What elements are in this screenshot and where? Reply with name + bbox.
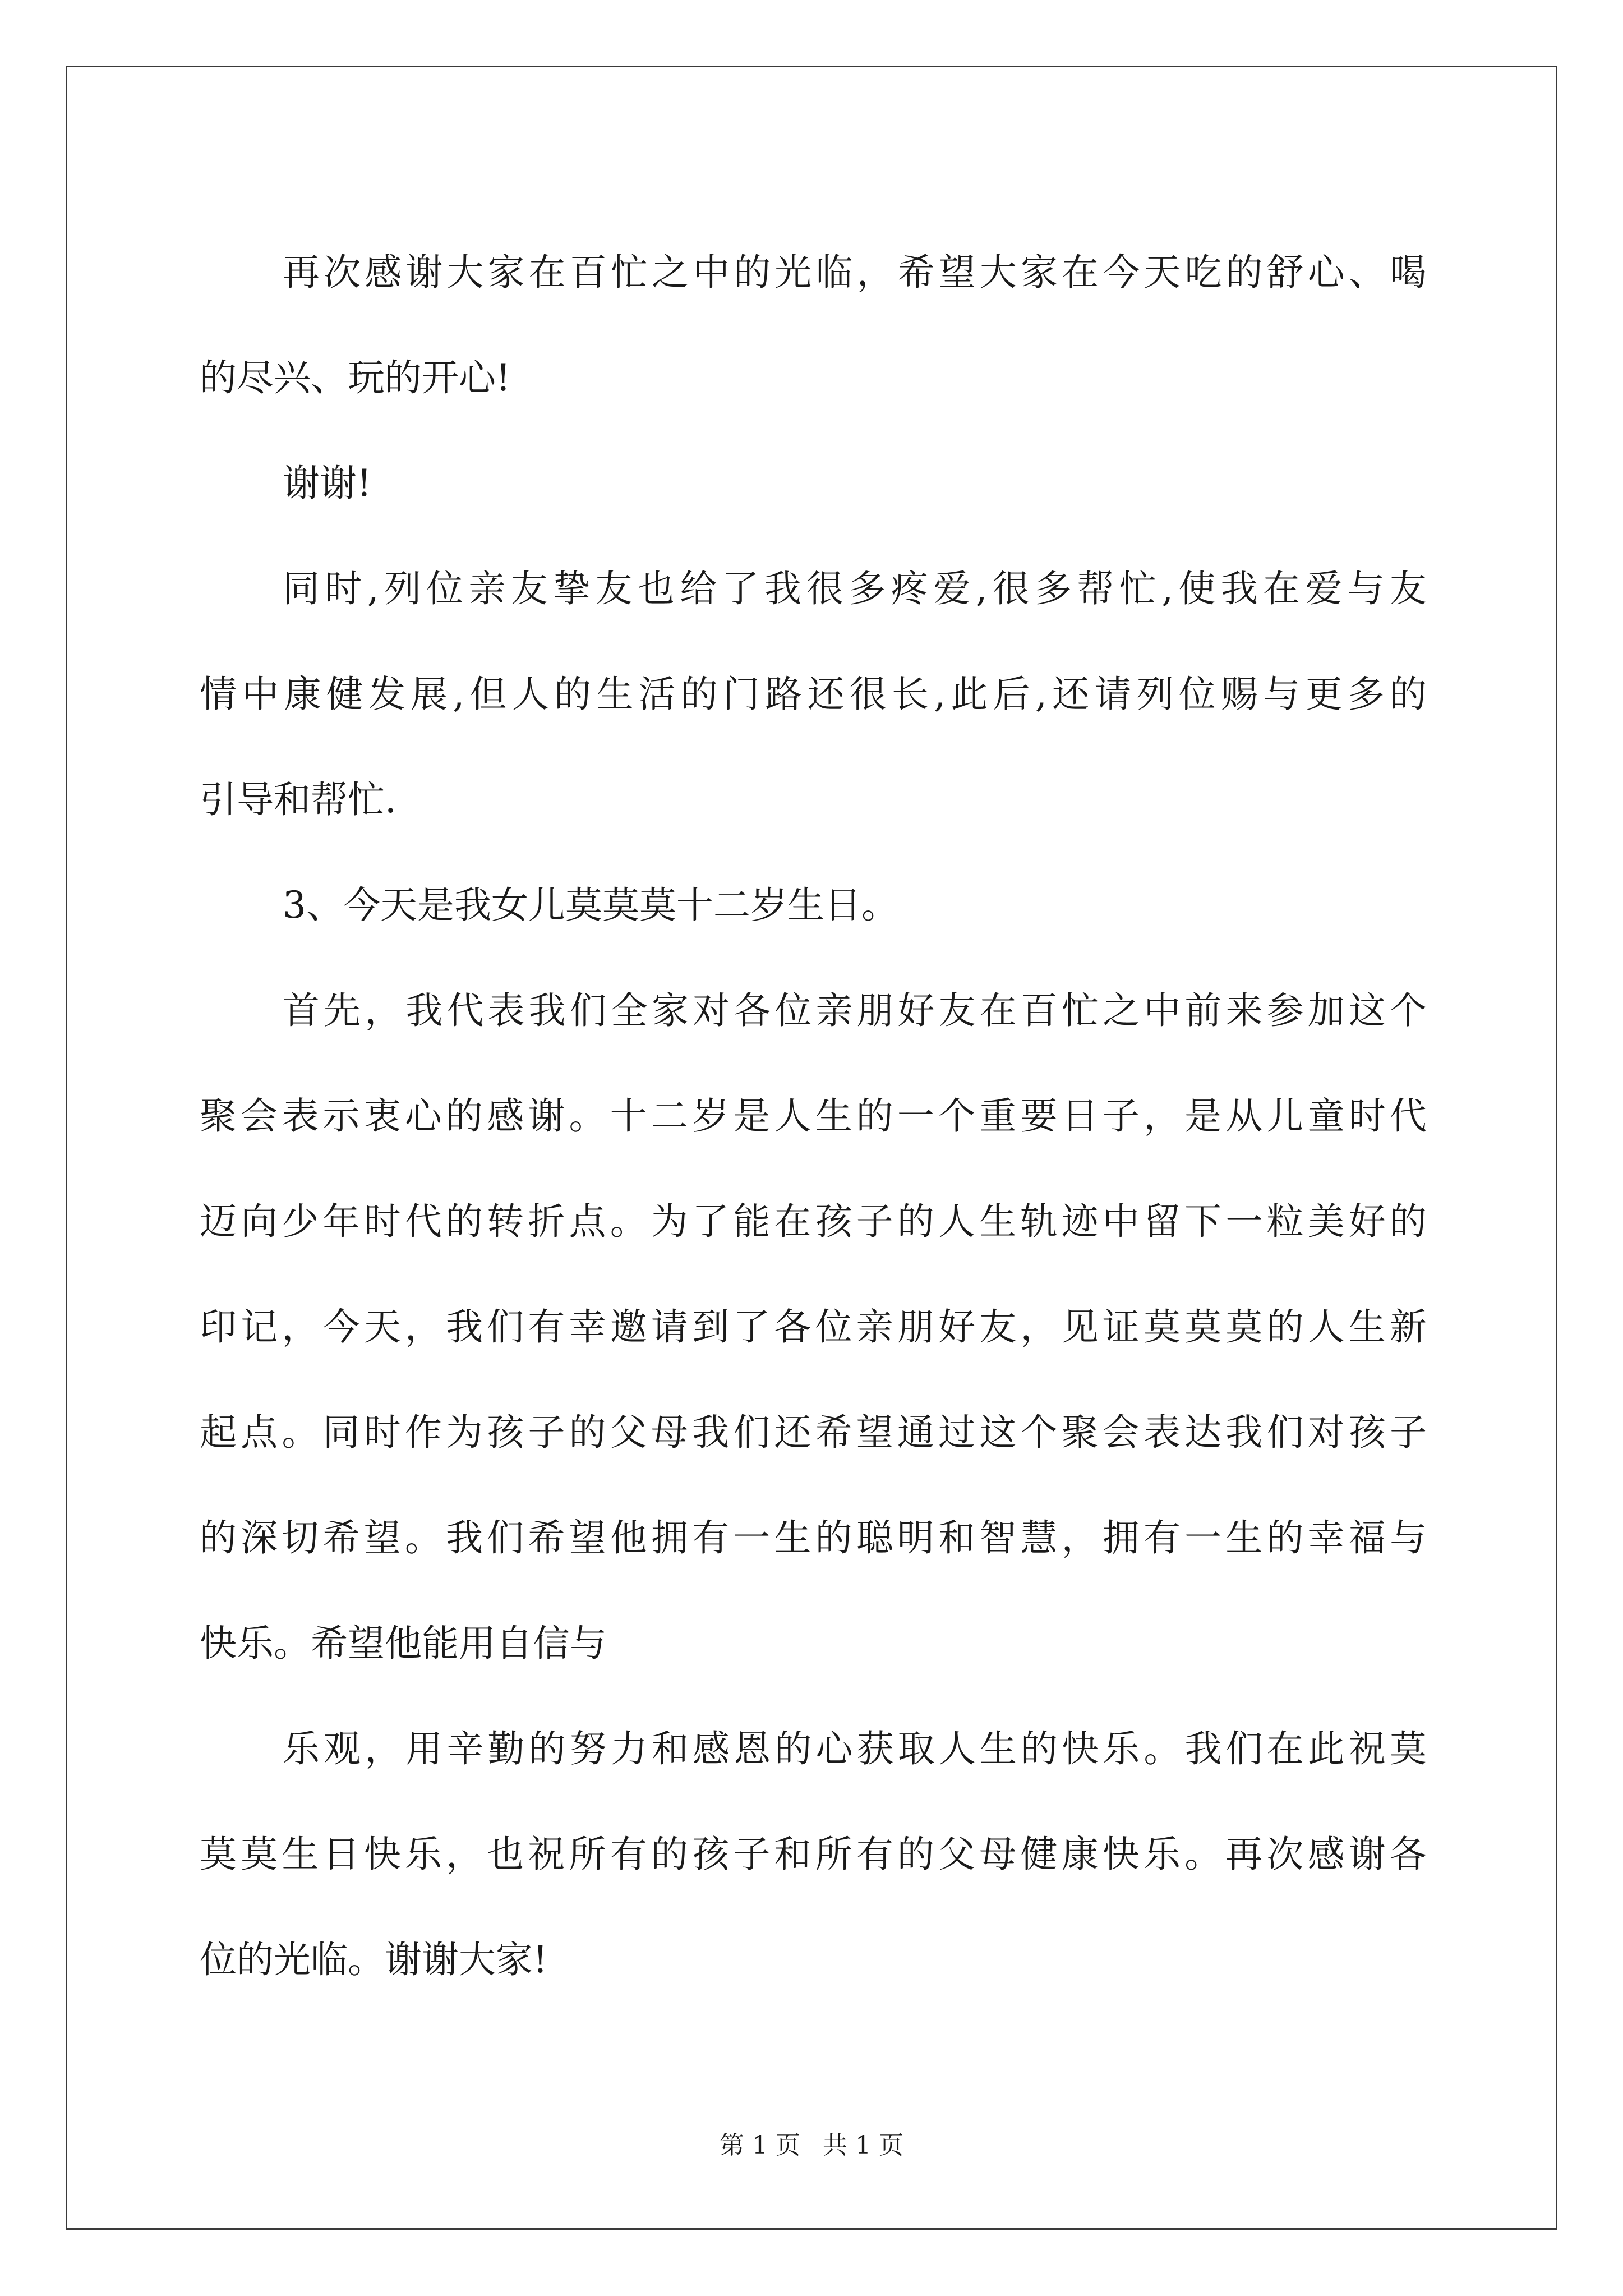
text-line: 3、今天是我女儿莫莫莫十二岁生日。 bbox=[283, 884, 898, 927]
text-line: 迈向少年时代的转折点。为了能在孩子的人生轨迹中留下一粒美好的 bbox=[200, 1200, 1427, 1243]
text-line: 的尽兴、玩的开心! bbox=[200, 356, 511, 399]
text-line: 乐观，用辛勤的努力和感恩的心获取人生的快乐。我们在此祝莫 bbox=[283, 1727, 1427, 1770]
text-line: 的深切希望。我们希望他拥有一生的聪明和智慧，拥有一生的幸福与 bbox=[200, 1516, 1427, 1559]
text-line: 位的光临。谢谢大家! bbox=[200, 1938, 548, 1981]
text-line: 印记，今天，我们有幸邀请到了各位亲朋好友，见证莫莫莫的人生新 bbox=[200, 1305, 1427, 1349]
text-line: 聚会表示衷心的感谢。十二岁是人生的一个重要日子，是从儿童时代 bbox=[200, 1094, 1427, 1138]
text-line: 快乐。希望他能用自信与 bbox=[200, 1622, 607, 1665]
text-line: 情中康健发展,但人的生活的门路还很长,此后,还请列位赐与更多的 bbox=[200, 673, 1427, 716]
text-line: 谢谢! bbox=[283, 462, 372, 505]
page-footer bbox=[0, 2129, 1623, 2162]
document-body bbox=[200, 220, 1427, 2013]
text-line: 起点。同时作为孩子的父母我们还希望通过这个聚会表达我们对孩子 bbox=[200, 1411, 1427, 1454]
text-line: 首先，我代表我们全家对各位亲朋好友在百忙之中前来参加这个 bbox=[283, 989, 1427, 1032]
text-line: 引导和帮忙. bbox=[200, 778, 396, 821]
text-line: 再次感谢大家在百忙之中的光临，希望大家在今天吃的舒心、喝 bbox=[283, 251, 1427, 294]
page-number-current: 第 1 页 bbox=[720, 2131, 800, 2160]
text-line: 同时,列位亲友挚友也给了我很多疼爱,很多帮忙,使我在爱与友 bbox=[283, 567, 1427, 610]
page-number-total: 共 1 页 bbox=[823, 2131, 903, 2160]
text-line: 莫莫生日快乐，也祝所有的孩子和所有的父母健康快乐。再次感谢各 bbox=[200, 1833, 1427, 1876]
